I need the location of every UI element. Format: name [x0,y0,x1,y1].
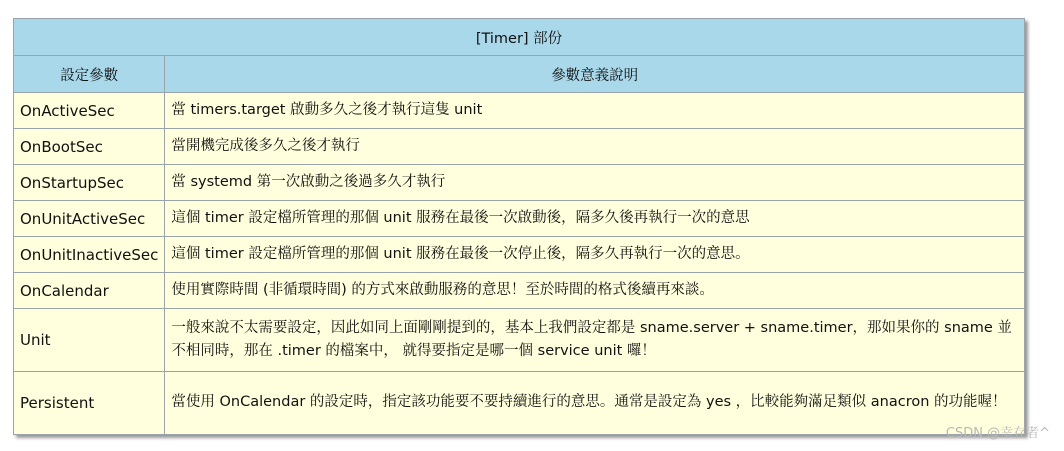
param-name: Persistent [14,372,165,435]
param-name: OnActiveSec [14,93,165,129]
table-row [14,372,1025,435]
param-description: 這個 timer 設定檔所管理的那個 unit 服務在最後一次停止後，隔多久再執行一次的意思。 [165,237,1025,273]
param-name: OnCalendar [14,273,165,309]
param-description: 當 systemd 第一次啟動之後過多久才執行 [165,165,1025,201]
param-name: OnStartupSec [14,165,165,201]
timer-params-table [13,18,1025,435]
table-row [14,237,1025,273]
param-description: 當使用 OnCalendar 的設定時，指定該功能要不要持續進行的意思。通常是設定為 yes ，比較能夠滿足類似 anacron 的功能喔！ [165,372,1025,435]
param-name: OnBootSec [14,129,165,165]
table-row [14,93,1025,129]
table-row [14,309,1025,372]
table-row [14,273,1025,309]
param-name: OnUnitInactiveSec [14,237,165,273]
param-name: OnUnitActiveSec [14,201,165,237]
param-description: 使用實際時間 (非循環時間) 的方式來啟動服務的意思！至於時間的格式後續再來談。 [165,273,1025,309]
table-title-row [14,19,1025,56]
column-header-param: 設定參數 [14,56,165,93]
table-header-row [14,56,1025,93]
table-row [14,201,1025,237]
table-row [14,165,1025,201]
watermark: CSDN @幸存者^ [945,426,1050,441]
table-title: [Timer] 部份 [14,19,1025,56]
param-description: 這個 timer 設定檔所管理的那個 unit 服務在最後一次啟動後，隔多久後再執行一次的意思 [165,201,1025,237]
param-description: 一般來說不太需要設定，因此如同上面剛剛提到的，基本上我們設定都是 sname.server + sname.timer，那如果你的 sname 並不相同時，那在 .timer 的檔案中， 就得要指定是哪一個 service unit 囉！ [165,309,1025,372]
param-description: 當開機完成後多久之後才執行 [165,129,1025,165]
param-description: 當 timers.target 啟動多久之後才執行這隻 unit [165,93,1025,129]
param-name: Unit [14,309,165,372]
table-row [14,129,1025,165]
column-header-desc: 參數意義說明 [165,56,1025,93]
